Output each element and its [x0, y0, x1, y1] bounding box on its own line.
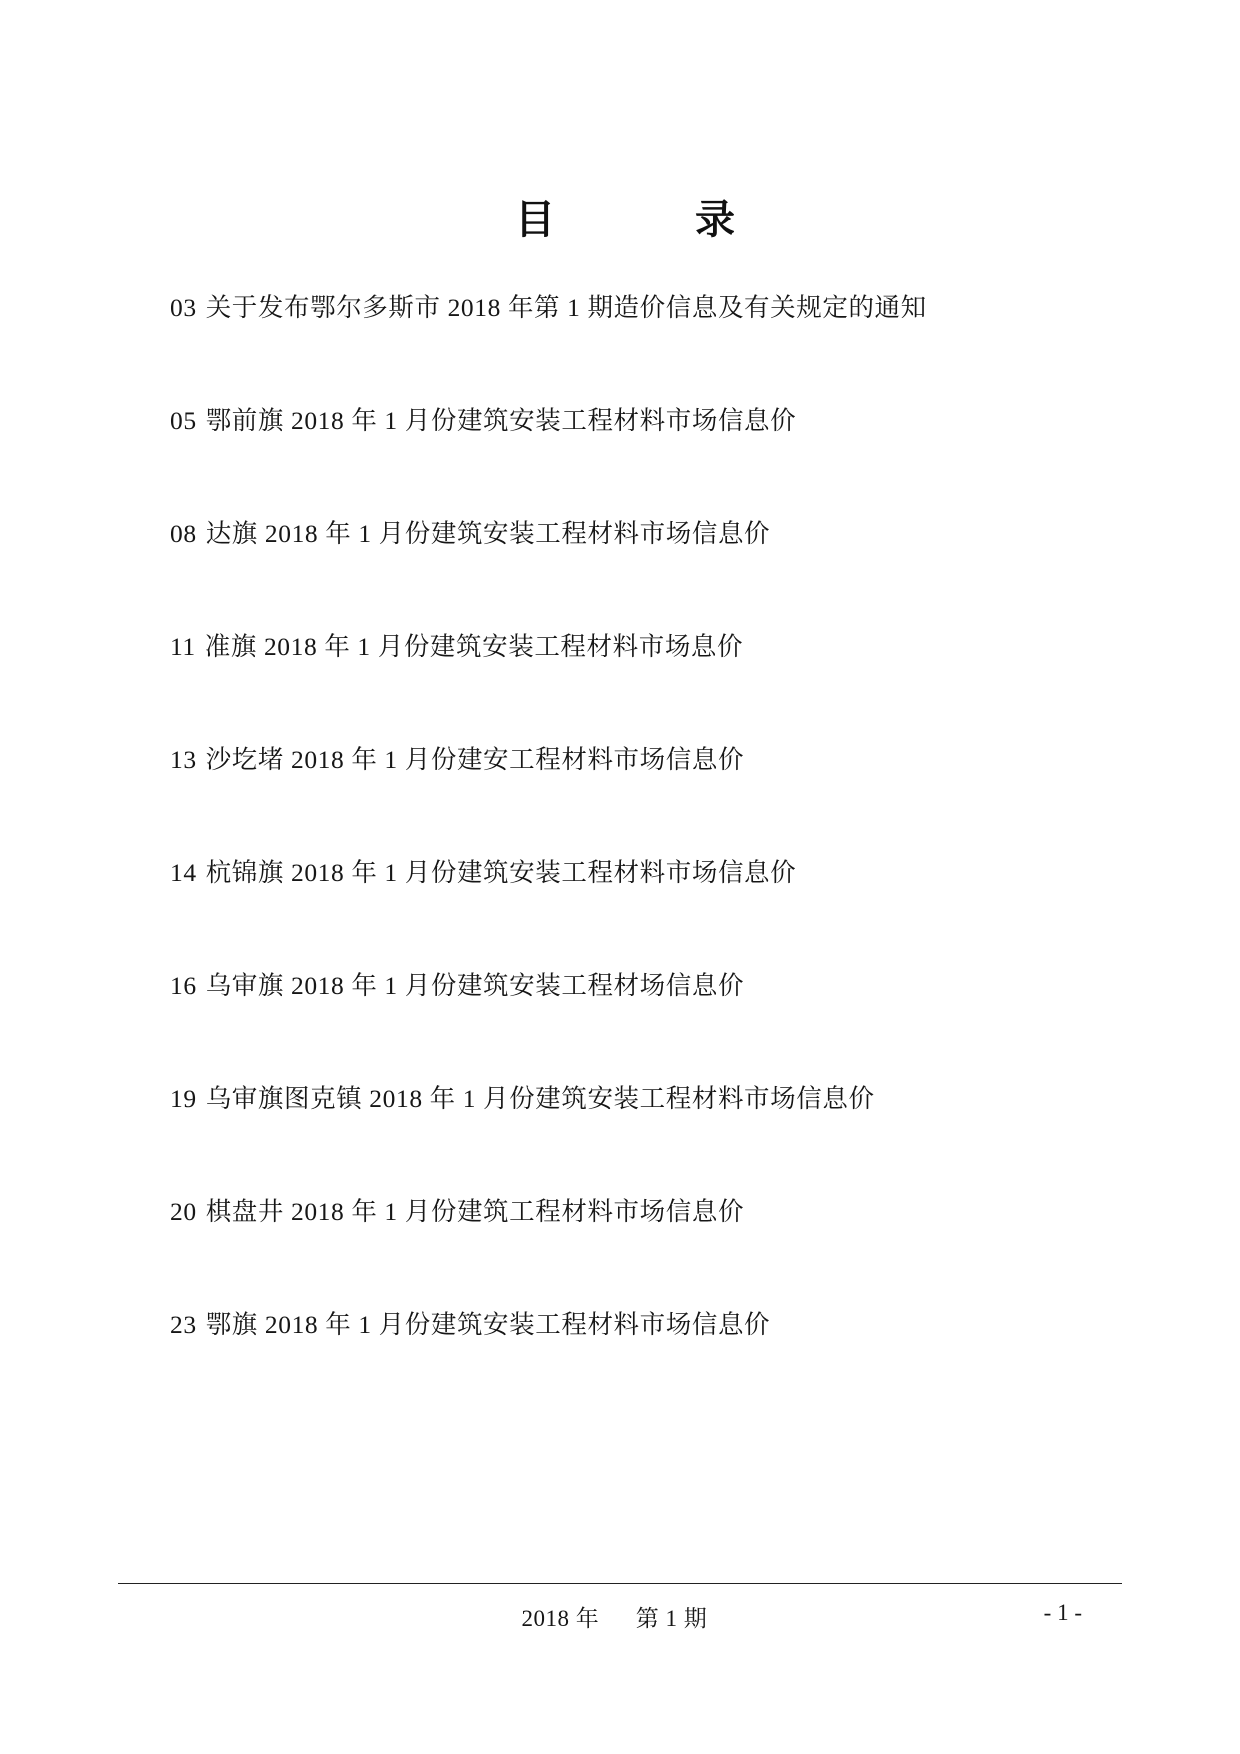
toc-page-number: 14	[170, 858, 197, 887]
toc-entry[interactable]	[0, 971, 1240, 1084]
toc-entry[interactable]	[0, 293, 1240, 406]
toc-entry-title: 关于发布鄂尔多斯市 2018 年第 1 期造价信息及有关规定的通知	[205, 293, 927, 322]
toc-entry-title: 乌审旗图克镇 2018 年 1 月份建筑安装工程材料市场信息价	[205, 1084, 875, 1113]
toc-entry-title: 杭锦旗 2018 年 1 月份建筑安装工程材料市场信息价	[205, 858, 797, 887]
toc-entry-title: 沙圪堵 2018 年 1 月份建安工程材料市场信息价	[205, 745, 745, 774]
toc-entry[interactable]	[0, 1197, 1240, 1310]
toc-entry[interactable]	[0, 519, 1240, 632]
toc-page-number: 16	[170, 971, 197, 1000]
toc-page-number: 23	[170, 1310, 197, 1339]
toc-entry[interactable]	[0, 1084, 1240, 1197]
table-of-contents	[0, 245, 1240, 1423]
footer-year: 2018 年	[521, 1606, 600, 1631]
footer-issue: 第 1 期	[635, 1606, 708, 1631]
footer-page-number: - 1 -	[1043, 1600, 1082, 1625]
page-footer	[118, 1600, 1122, 1640]
toc-entry[interactable]	[0, 1310, 1240, 1423]
toc-entry-title: 鄂前旗 2018 年 1 月份建筑安装工程材料市场信息价	[205, 406, 797, 435]
toc-page-number: 03	[170, 293, 197, 322]
toc-page-number: 05	[170, 406, 197, 435]
toc-entry[interactable]	[0, 406, 1240, 519]
toc-page-number: 19	[170, 1084, 197, 1113]
toc-entry-title: 棋盘井 2018 年 1 月份建筑工程材料市场信息价	[205, 1197, 745, 1226]
toc-page-number: 11	[170, 632, 196, 661]
footer-issue-info	[522, 1600, 708, 1633]
toc-entry[interactable]	[0, 632, 1240, 745]
toc-entry[interactable]	[0, 858, 1240, 971]
toc-page-number: 13	[170, 745, 197, 774]
toc-entry-title: 达旗 2018 年 1 月份建筑安装工程材料市场信息价	[205, 519, 771, 548]
page-title: 目 录	[515, 197, 755, 242]
toc-entry-title: 准旗 2018 年 1 月份建筑安装工程材料市场息价	[204, 632, 744, 661]
toc-page-number: 20	[170, 1197, 197, 1226]
toc-entry[interactable]	[0, 745, 1240, 858]
toc-entry-title: 乌审旗 2018 年 1 月份建筑安装工程材场信息价	[205, 971, 745, 1000]
footer-divider	[118, 1583, 1122, 1584]
toc-page-number: 08	[170, 519, 197, 548]
toc-entry-title: 鄂旗 2018 年 1 月份建筑安装工程材料市场信息价	[205, 1310, 771, 1339]
